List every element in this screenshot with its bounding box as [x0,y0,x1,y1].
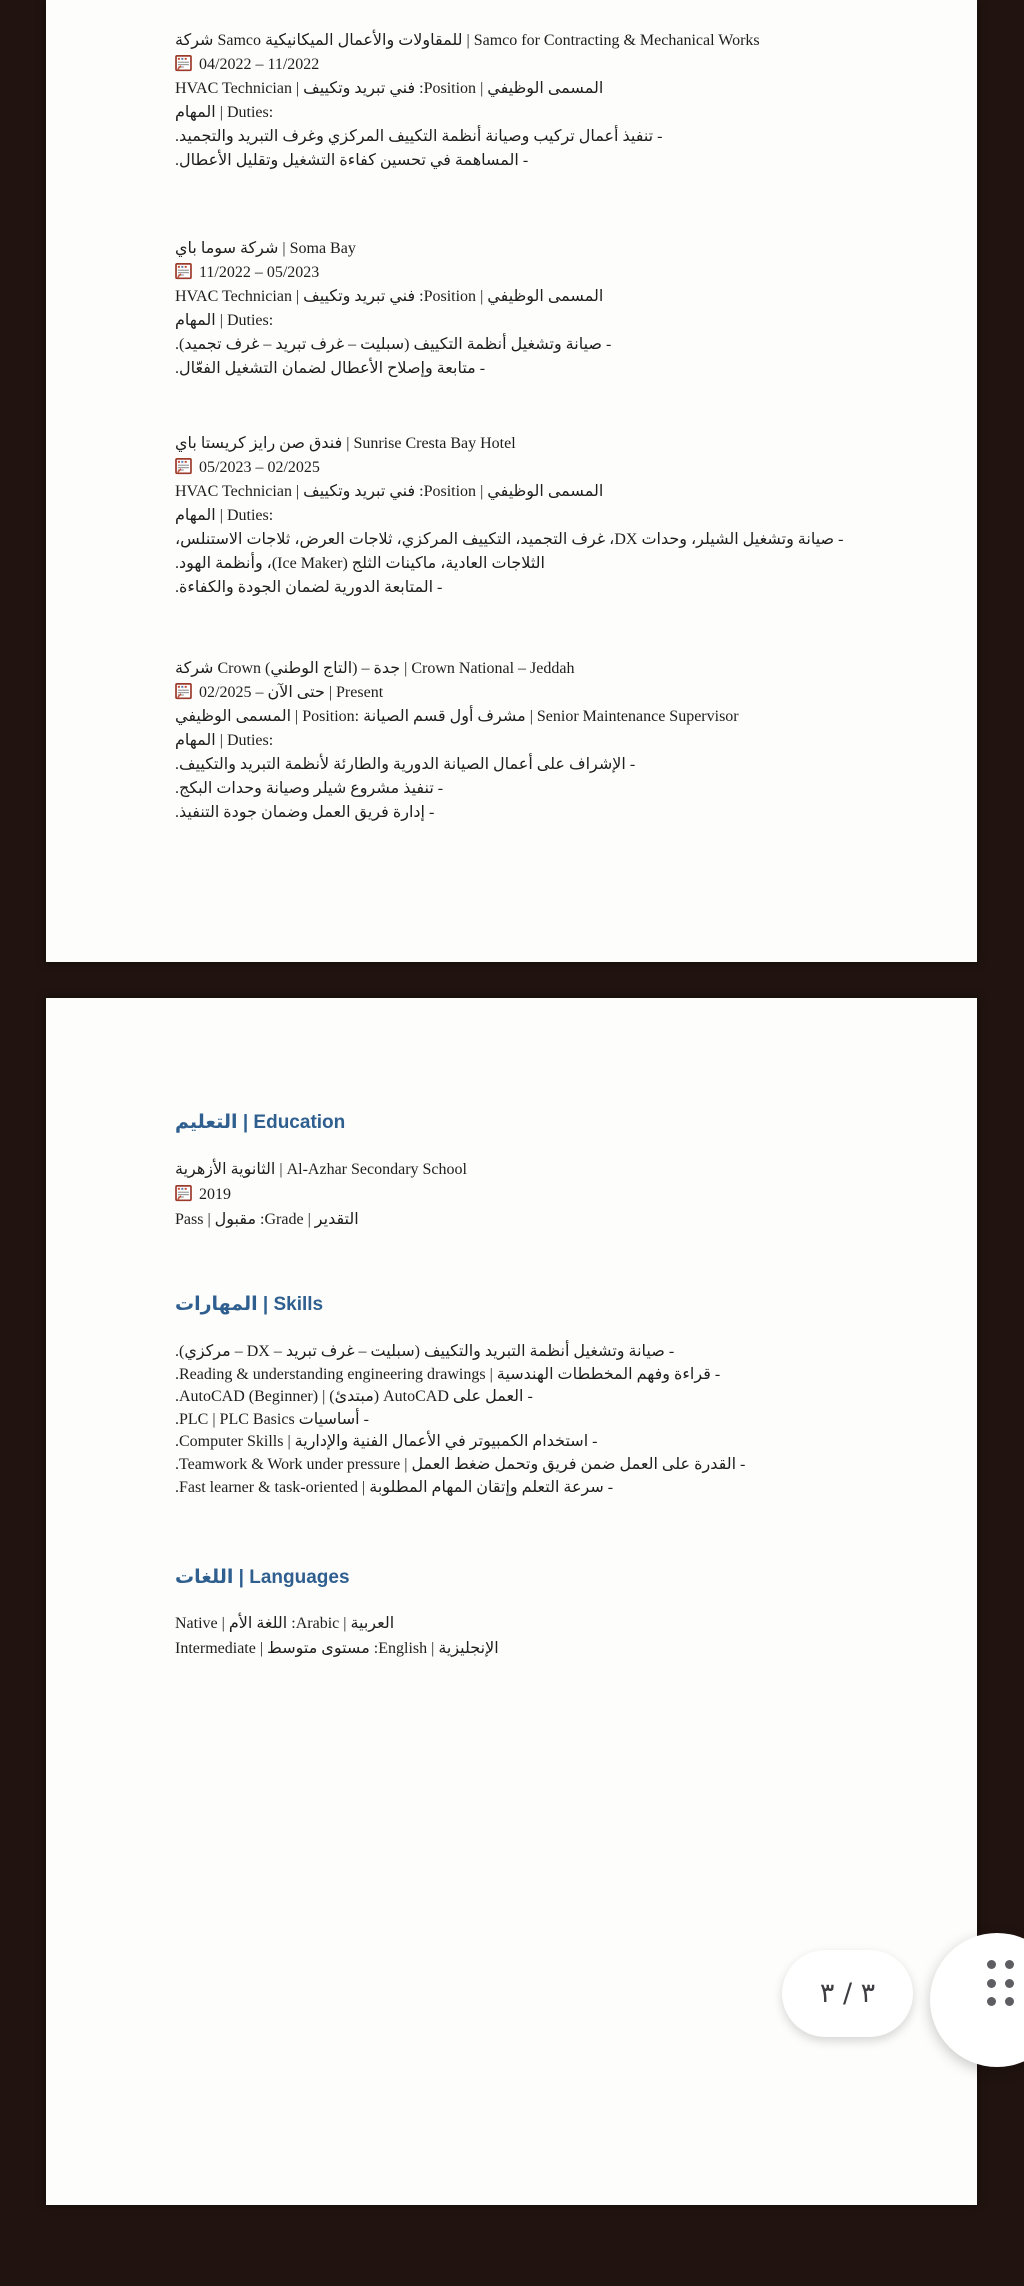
date-text: 04/2022 – 11/2022 [199,56,320,73]
company-title: شركة Samco للمقاولات والأعمال الميكانيكية | Samco for Contracting & Mechanical Works [175,32,760,49]
skill-item: - العمل على AutoCAD (مبتدئ) | AutoCAD (Beginner). [175,1388,533,1406]
duties-label: المهام | Duties: [175,312,274,329]
duties-label: المهام | Duties: [175,507,274,524]
calendar-icon [175,54,192,72]
position-line: المسمى الوظيفي | Position: فني تبريد وتكييف | HVAC Technician [175,288,604,305]
skills-list [175,1341,885,1499]
languages-list [175,1611,885,1661]
document-page-2 [46,0,977,962]
date-line [175,1182,885,1207]
date-text: 11/2022 – 05/2023 [199,264,320,281]
language-item: العربية | Arabic: اللغة الأم | Native [175,1615,395,1632]
date-line [175,261,885,285]
date-text: 05/2023 – 02/2025 [199,459,320,476]
calendar-icon [175,457,192,475]
page-indicator-pill [782,1950,913,2037]
duties-label: المهام | Duties: [175,104,274,121]
duty-bullet: - الإشراف على أعمال الصيانة الدورية والطارئة لأنظمة التبريد والتكييف. [175,756,636,773]
date-text: 02/2025 – حتى الآن | Present [199,684,384,701]
skill-item: - أساسيات PLC | PLC Basics. [175,1410,369,1428]
duty-bullet: - المساهمة في تحسين كفاءة التشغيل وتقليل الأعطال. [175,152,529,169]
grade-line: التقدير | Grade: مقبول | Pass [175,1211,359,1228]
six-dots-drag-handle-icon [987,1960,1014,2006]
skills-section-heading: المهارات | Skills [175,1294,324,1315]
skill-item: - القدرة على العمل ضمن فريق وتحمل ضغط العمل | Teamwork & Work under pressure. [175,1455,746,1473]
company-title: شركة Crown (التاج الوطني) – جدة | Crown National – Jeddah [175,660,575,677]
school-line: الثانوية الأزهرية | Al-Azhar Secondary School [175,1161,467,1178]
experience-entry-sunrise-cresta [175,432,885,600]
date-line [175,456,885,480]
duties-label: المهام | Duties: [175,732,274,749]
duty-bullet: - صيانة وتشغيل أنظمة التكييف (سبليت – غرف تبريد – غرف تجميد). [175,336,612,353]
position-line: المسمى الوظيفي | Position: مشرف أول قسم الصيانة | Senior Maintenance Supervisor [175,708,739,725]
duty-bullet: - متابعة وإصلاح الأعطال لضمان التشغيل الفعّال. [175,360,486,377]
calendar-icon [175,682,192,700]
language-item: الإنجليزية | English: مستوى متوسط | Intermediate [175,1640,499,1657]
calendar-icon [175,1184,192,1202]
skill-item: - استخدام الكمبيوتر في الأعمال الفنية والإدارية | Computer Skills. [175,1433,598,1451]
page-indicator-text: ٣ / ٣ [819,1978,876,2009]
date-line [175,681,885,705]
position-line: المسمى الوظيفي | Position: فني تبريد وتكييف | HVAC Technician [175,483,604,500]
skill-item: - صيانة وتشغيل أنظمة التبريد والتكييف (سبليت – غرف تبريد – DX – مركزي). [175,1343,675,1360]
duty-bullet: - إدارة فريق العمل وضمان جودة التنفيذ. [175,804,435,821]
skill-item: - قراءة وفهم المخططات الهندسية | Reading & understanding engineering drawings. [175,1365,721,1383]
duty-bullet: - المتابعة الدورية لضمان الجودة والكفاءة. [175,579,443,596]
skill-item: - سرعة التعلم وإتقان المهام المطلوبة | Fast learner & task-oriented. [175,1478,614,1496]
company-title: فندق صن رايز كريستا باي | Sunrise Cresta Bay Hotel [175,435,516,452]
experience-entry-crown-national [175,657,885,825]
experience-entry-samco [175,29,885,173]
duty-bullet: - تنفيذ مشروع شيلر وصيانة وحدات البكج. [175,780,444,797]
duty-bullet: - تنفيذ أعمال تركيب وصيانة أنظمة التكييف المركزي وغرف التبريد والتجميد. [175,128,663,145]
education-entry [175,1157,885,1232]
experience-entry-soma-bay [175,237,885,381]
calendar-icon [175,262,192,280]
date-line [175,53,885,77]
company-title: شركة سوما باي | Soma Bay [175,240,356,257]
duty-bullet: - صيانة وتشغيل الشيلر، وحدات DX، غرف التجميد، التكييف المركزي، ثلاجات العرض، ثلاجات الاستنلس، الثلاجات العادية، ماكينات الثلج (Ice Maker)، وأنظمة الهود. [175,531,844,572]
education-section-heading: التعليم | Education [175,1112,346,1133]
date-text: 2019 [199,1186,231,1203]
languages-section-heading: اللغات | Languages [175,1567,350,1588]
position-line: المسمى الوظيفي | Position: فني تبريد وتكييف | HVAC Technician [175,80,604,97]
